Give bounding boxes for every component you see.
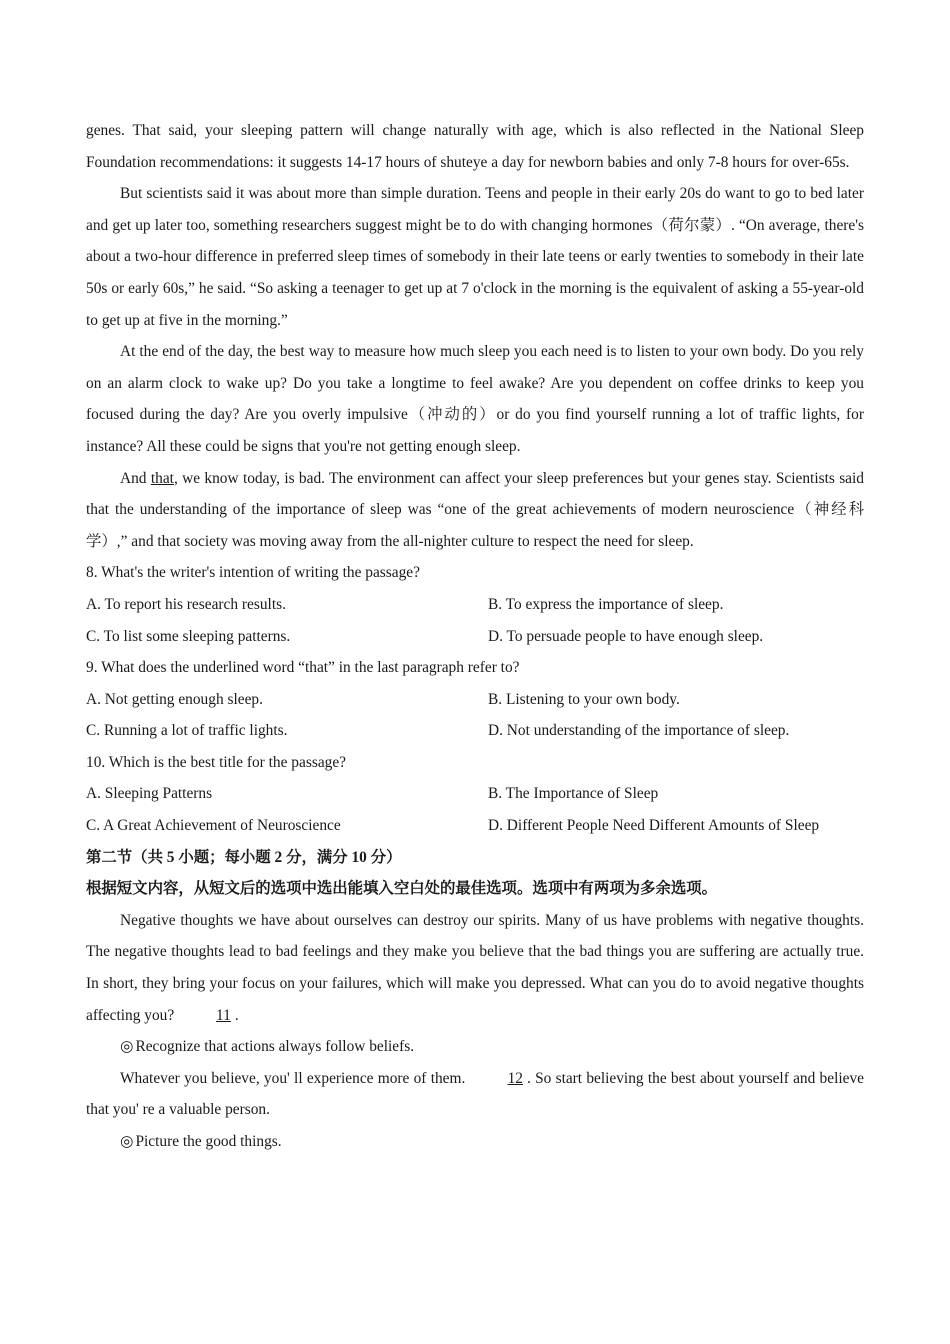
option-c: C. Running a lot of traffic lights. (86, 722, 288, 740)
option-c: C. To list some sleeping patterns. (86, 627, 291, 645)
blank-11: 11 (216, 1006, 231, 1024)
option-d: D. Not understanding of the importance of sleep. (488, 722, 790, 740)
subheading-text: Recognize that actions always follow beliefs. (135, 1038, 415, 1056)
option-a: A. To report his research results. (86, 595, 286, 613)
subheading-text: Picture the good things. (135, 1133, 282, 1150)
passage-paragraph-4 (86, 463, 864, 558)
question-8 (86, 557, 864, 652)
question-stem: 10. Which is the best title for the passage? (86, 753, 347, 771)
bullet-symbol: ◎ (120, 1133, 134, 1150)
paragraph-rest: . So start believing the best about yourself and believe that you' re a valuable person. (86, 1069, 864, 1119)
option-a: A. Not getting enough sleep. (86, 690, 263, 708)
subheading-2 (86, 1126, 864, 1158)
question-9 (86, 652, 864, 747)
underlined-word-that: that (150, 469, 174, 487)
paragraph-4-rest: , we know today, is bad. The environment can affect your sleep preferences but your genes stay. Scientists said that the understanding of the importance of sleep was “one of the great achievements of modern neuroscience（神经科学）,” and that society was moving away from the all-nighter culture to respect the need for sleep. (86, 469, 864, 550)
question-stem: 8. What's the writer's intention of writing the passage? (86, 564, 420, 582)
question-stem: 9. What does the underlined word “that” in the last paragraph refer to? (86, 659, 520, 677)
section-heading: 第二节（共 5 小题；每小题 2 分，满分 10 分） (86, 848, 402, 866)
question-10 (86, 747, 864, 842)
section2-paragraph-2 (86, 1063, 864, 1126)
blank-12: 12 (507, 1069, 523, 1087)
option-b: B. The Importance of Sleep (488, 785, 659, 803)
option-a: A. Sleeping Patterns (86, 785, 213, 803)
passage-paragraph-3: At the end of the day, the best way to measure how much sleep you each need is to listen to your own body. Do you rely on an alarm clock to wake up? Do you take a longtime to feel awake? Are you dependent on coffee drinks to keep you focused during the day? Are you overly impulsive（冲动的）or do you find yourself running a lot of traffic lights, for instance? All these could be signs that you're not getting enough sleep. (86, 343, 864, 455)
subheading-1 (86, 1031, 864, 1063)
bullet-symbol: ◎ (120, 1038, 134, 1056)
paragraph-text: Negative thoughts we have about ourselves can destroy our spirits. Many of us have problems with negative thoughts. The negative thoughts lead to bad feelings and they make you believe that the bad things you are suffering are actually true. In short, they bring your focus on your failures, which will make you depressed. What can you do to avoid negative thoughts affecting you? (86, 911, 864, 1024)
option-d: D. To persuade people to have enough sleep. (488, 627, 764, 645)
document-page (86, 115, 864, 1158)
passage-paragraph-2: But scientists said it was about more than simple duration. Teens and people in their early 20s do want to go to bed later and get up later too, something researchers suggest might be to do with changing hormones（荷尔蒙）. “On average, there's about a two-hour difference in preferred sleep times of somebody in their late teens or early twenties to somebody in their late 50s or early 60s,” he said. “So asking a teenager to get up at 7 o'clock in the morning is the equivalent of asking a 55-year-old to get up at five in the morning.” (86, 185, 864, 329)
paragraph-4-start: And (120, 469, 151, 487)
paragraph-text: Whatever you believe, you' ll experience more of them. (120, 1069, 466, 1087)
option-d: D. Different People Need Different Amounts of Sleep (488, 817, 820, 835)
paragraph-end: . (234, 1006, 239, 1024)
section2-paragraph-1 (86, 905, 864, 1031)
option-b: B. Listening to your own body. (488, 690, 680, 708)
option-c: C. A Great Achievement of Neuroscience (86, 817, 341, 835)
section-instruction: 根据短文内容，从短文后的选项中选出能填入空白处的最佳选项。选项中有两项为多余选项。 (86, 880, 718, 898)
option-b: B. To express the importance of sleep. (488, 595, 724, 613)
passage-paragraph-1: genes. That said, your sleeping pattern will change naturally with age, which is also reflected in the National Sleep Foundation recommendations: it suggests 14-17 hours of shuteye a day for newborn babies and only 7-8 hours for over-65s. (86, 122, 864, 171)
